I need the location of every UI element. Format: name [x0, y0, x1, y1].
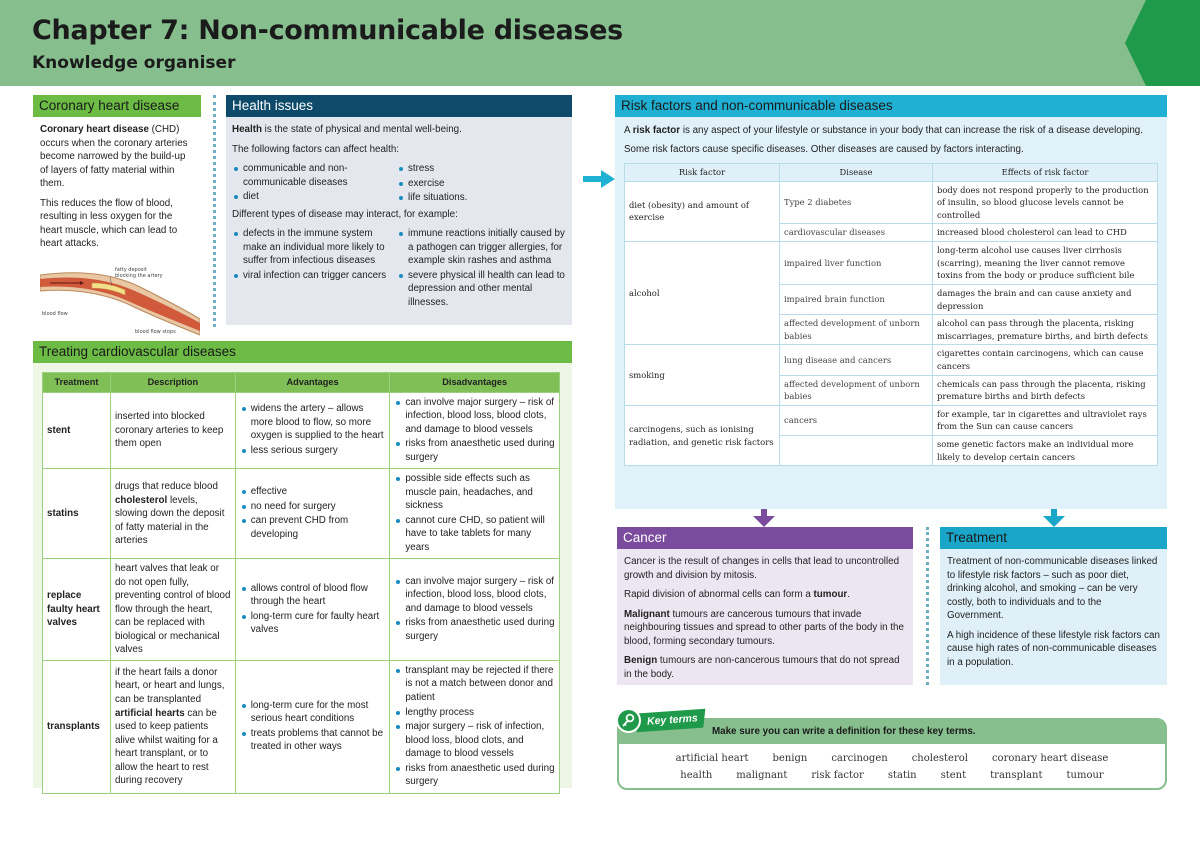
table-row: [625, 405, 1158, 435]
artery-diagram: [40, 257, 200, 337]
health-heading: Health issues: [226, 95, 572, 117]
table-header: Risk factor: [625, 164, 780, 182]
diagram-label-flow: blood flow: [42, 310, 68, 317]
health-definition: is the state of physical and mental well-being.: [261, 124, 462, 135]
key-terms-instruction: Make sure you can write a definition for these key terms.: [619, 720, 1165, 744]
disadvantage-item: risks from anaesthetic used during surgery: [394, 616, 555, 643]
risk-effect: damages the brain and can cause anxiety and depression: [933, 284, 1158, 314]
interaction-item: viral infection can trigger cancers: [232, 269, 391, 283]
chd-heading: Coronary heart disease: [33, 95, 201, 117]
divider-dotted-2: [926, 527, 929, 685]
disadvantage-item: can involve major surgery – risk of infection, blood loss, blood clots, and damage to blood vessels: [394, 396, 555, 437]
disadvantage-item: transplant may be rejected if there is not a match between donor and patient: [394, 664, 555, 705]
description-part: if the heart fails a donor heart, or heart and lungs, can be transplanted: [114, 666, 225, 705]
risk-term: risk factor: [632, 125, 681, 136]
advantages-list: [240, 402, 386, 457]
health-factor-item: exercise: [397, 177, 566, 191]
risk-intro: Some risk factors cause specific diseases. Other diseases are caused by factors interacting.: [624, 143, 1024, 155]
table-row: [43, 392, 560, 469]
arrow-down-icon-2: [1043, 509, 1065, 527]
risk-effect: body does not respond properly to the production of insulin, so blood glucose levels cannot be controlled: [933, 181, 1158, 224]
advantage-item: effective: [240, 485, 386, 499]
table-row: [625, 242, 1158, 285]
health-factors-left: [232, 162, 397, 206]
page-subtitle: Knowledge organiser: [32, 53, 236, 73]
key-term: risk factor: [811, 769, 864, 781]
health-interact-intro: Different types of disease may interact, for example:: [232, 208, 458, 220]
chd-definition: (CHD) occurs when the coronary arteries become narrowed by the build-up of layers of fatty material within them.: [40, 124, 188, 190]
description-bold: artificial hearts: [114, 707, 185, 719]
advantages-cell: [235, 559, 390, 661]
diagram-label-stops: blood flow stops: [135, 328, 176, 335]
advantage-item: long-term cure for faulty heart valves: [240, 610, 386, 637]
table-header: Disadvantages: [390, 373, 560, 393]
key-term: malignant: [736, 769, 788, 781]
disadvantage-item: major surgery – risk of infection, blood loss, blood clots, and damage to blood vessels: [394, 720, 555, 761]
health-interact-right: [397, 227, 566, 310]
disadvantages-list: [394, 575, 555, 644]
table-header: Description: [110, 373, 235, 393]
disadvantages-list: [394, 396, 555, 465]
risk-factor-table: [624, 163, 1158, 466]
table-row: [43, 469, 560, 559]
svg-text:blocking the artery: blocking the artery: [115, 272, 163, 279]
risk-effect: increased blood cholesterol can lead to CHD: [933, 224, 1158, 242]
disease: [780, 436, 933, 466]
treatment-name: transplants: [43, 660, 111, 793]
description-part: levels, slowing down the deposit of fatty material in the arteries: [114, 494, 225, 547]
risk-effect: cigarettes contain carcinogens, which can cause cancers: [933, 345, 1158, 375]
description-part: [115, 707, 231, 788]
arrow-right-icon: [583, 170, 615, 188]
table-row: [43, 559, 560, 661]
risk-factor: smoking: [625, 345, 780, 405]
advantage-item: widens the artery – allows more blood to flow, so more oxygen is supplied to the heart: [240, 402, 386, 443]
advantage-item: long-term cure for the most serious heart conditions: [240, 699, 386, 726]
key-icon: [621, 713, 636, 728]
page-header: [0, 0, 1200, 86]
benign-term: Benign: [624, 655, 658, 667]
disease: affected development of unborn babies: [780, 375, 933, 405]
description-part: can be used to keep patients alive whilst waiting for a heart transplant, or to allow the heart to rest during recovery: [114, 707, 218, 787]
disadvantages-cell: [390, 559, 560, 661]
advantages-list: [240, 699, 386, 754]
treatment-name: replace faulty heart valves: [43, 559, 111, 661]
key-term: carcinogen: [831, 753, 888, 764]
treatment-p1: Treatment of non-communicable diseases linked to lifestyle risk factors – such as poor diet, drinking alcohol, and smoking – can be very costly, both to individuals and to the Government.: [947, 556, 1158, 622]
health-factors-right: [397, 162, 566, 206]
risk-effect: some genetic factors make an individual more likely to develop certain cancers: [933, 436, 1158, 466]
header-arrow-icon: [1125, 0, 1200, 86]
disease: cancers: [780, 405, 933, 435]
key-term: artificial heart: [675, 753, 749, 764]
chd-term: Coronary heart disease: [40, 124, 149, 135]
table-header: Treatment: [43, 373, 111, 393]
disadvantage-item: risks from anaesthetic used during surgery: [394, 762, 555, 789]
treatment-description: [110, 660, 235, 793]
table-row: [625, 181, 1158, 224]
health-factor-item: diet: [232, 190, 397, 204]
key-terms-badge: Key terms: [616, 708, 706, 734]
description-part: drugs that reduce blood: [114, 481, 218, 493]
risk-effect: alcohol can pass through the placenta, risking miscarriages, premature births, and birth defects: [933, 315, 1158, 345]
key-term: cholesterol: [911, 753, 968, 764]
advantages-list: [240, 485, 386, 541]
treatment-heading: Treatment: [940, 527, 1167, 549]
risk-effect: for example, tar in cigarettes and ultraviolet rays from the Sun can cause cancers: [933, 405, 1158, 435]
table-row: [625, 345, 1158, 375]
disadvantage-item: cannot cure CHD, so patient will have to take tablets for many years: [394, 514, 555, 555]
disease: impaired liver function: [780, 242, 933, 285]
diagram-label-fatty: fatty deposit: [115, 266, 147, 273]
disadvantage-item: possible side effects such as muscle pain, headaches, and sickness: [394, 472, 555, 513]
malignant-term: Malignant: [624, 608, 670, 620]
disease: impaired brain function: [780, 284, 933, 314]
health-term: Health: [232, 124, 262, 135]
advantage-item: can prevent CHD from developing: [240, 514, 386, 541]
key-terms-row-1: [619, 752, 1165, 766]
health-factors-intro: The following factors can affect health:: [232, 143, 400, 155]
key-term: stent: [940, 769, 967, 781]
cancer-section: Cancer Cancer is the result of changes in cells that lead to uncontrolled growth and division by mitosis. Rapid division of abnormal cells can form a tumour. Malignant tumours are cancerous tumours that invade neighbouring tissues and spread to other parts of the body in the blood, forming secondary tumours. Benign tumours are non-cancerous tumours that do not spread in the body.: [617, 527, 913, 685]
health-factor-item: life situations.: [397, 191, 566, 205]
key-term: transplant: [990, 769, 1043, 781]
risk-heading: Risk factors and non-communicable diseases: [615, 95, 1167, 117]
arrow-down-icon: [753, 509, 775, 527]
treatment-description: inserted into blocked coronary arteries to keep them open: [110, 392, 235, 469]
interaction-item: immune reactions initially caused by a pathogen can trigger allergies, for example skin rashes and asthma: [397, 227, 566, 268]
health-factor-item: stress: [397, 162, 566, 176]
cancer-definition: Cancer is the result of changes in cells that lead to uncontrolled growth and division by mitosis.: [624, 556, 900, 581]
disease: Type 2 diabetes: [780, 181, 933, 224]
health-factor-item: communicable and non-communicable diseases: [232, 162, 397, 189]
treatment-p2: A high incidence of these lifestyle risk factors can cause high rates of non-communicable diseases in a population.: [947, 629, 1160, 668]
key-term: health: [680, 769, 713, 781]
chd-section: [33, 95, 201, 341]
page-title: Chapter 7: Non-communicable diseases: [32, 15, 623, 46]
interaction-item: defects in the immune system make an individual more likely to suffer from infectious diseases: [232, 227, 391, 268]
table-header: Disease: [780, 164, 933, 182]
cancer-heading: Cancer: [617, 527, 913, 549]
disadvantage-item: can involve major surgery – risk of infection, blood loss, blood clots, and damage to blood vessels: [394, 575, 555, 616]
key-term: statin: [887, 769, 917, 781]
disadvantage-item: risks from anaesthetic used during surgery: [394, 437, 555, 464]
advantages-cell: [235, 392, 390, 469]
advantages-list: [240, 582, 386, 637]
key-term: benign: [772, 753, 808, 764]
table-header: Advantages: [235, 373, 390, 393]
treatment-name: stent: [43, 392, 111, 469]
disadvantages-list: [394, 664, 555, 789]
risk-effect: chemicals can pass through the placenta, risking premature births and birth defects: [933, 375, 1158, 405]
advantage-item: allows control of blood flow through the heart: [240, 582, 386, 609]
risk-effect: long-term alcohol use causes liver cirrhosis (scarring), meaning the liver cannot remove toxins from the body or produce sufficient bile: [933, 242, 1158, 285]
chd-effect: This reduces the flow of blood, resulting in less oxygen for the heart muscle, which can lead to heart attacks.: [40, 197, 178, 250]
advantages-cell: [235, 660, 390, 793]
risk-factor: diet (obesity) and amount of exercise: [625, 181, 780, 241]
disease: cardiovascular diseases: [780, 224, 933, 242]
treatment-description: heart valves that leak or do not open fully, preventing control of blood flow through the heart, can be replaced with biological or mechanical valves: [110, 559, 235, 661]
disease: affected development of unborn babies: [780, 315, 933, 345]
disadvantages-cell: [390, 660, 560, 793]
treating-section: [33, 341, 572, 788]
advantage-item: no need for surgery: [240, 500, 386, 514]
advantage-item: treats problems that cannot be treated in other ways: [240, 727, 386, 754]
divider-dotted: [213, 95, 216, 327]
risk-factor: carcinogens, such as ionising radiation, and genetic risk factors: [625, 405, 780, 465]
advantages-cell: [235, 469, 390, 559]
health-interact-left: [232, 227, 397, 310]
advantage-item: less serious surgery: [240, 444, 386, 458]
risk-section: Risk factors and non-communicable diseases A risk factor is any aspect of your lifestyle or substance in your body that can increase the risk of a disease developing. Some risk factors cause specific diseases. Other diseases are caused by factors interacting. Risk factor Disease Effects of risk factor diet (obesity) and amount of exercise Type 2 diabetes body does not respond properly to the production of insulin, so blood glucose levels cannot be controlled cardiovascular diseases increased blood cholesterol can lead to CHD alcohol impaired liver function long-term alcohol use causes liver cirrhosis (scarring), meaning the liver cannot remove toxins from the body or produce sufficient bile impaired brain function damages the brain and can cause anxiety and depression affected development of unborn babies alcohol can pass through the placenta, risking miscarriages, premature births, and birth defects smoking lung disease and cancers cigarettes contain carcinogens, which can cause cancers affected development of unborn babies chemicals can pass through the placenta, risking premature births and birth defects carcinogens, such as ionising radiation, and genetic risk factors cancers for example, tar in cigarettes and ultraviolet rays from the Sun can cause cancers some genetic factors make an individual more likely to develop certain cancers: [615, 95, 1167, 509]
treating-heading: Treating cardiovascular diseases: [33, 341, 572, 363]
key-terms-row-2: [619, 769, 1165, 783]
table-header: Effects of risk factor: [933, 164, 1158, 182]
key-term: coronary heart disease: [991, 753, 1109, 764]
key-term: tumour: [1066, 769, 1104, 781]
interaction-item: severe physical ill health can lead to depression and other mental illnesses.: [397, 269, 566, 310]
disadvantage-item: lengthy process: [394, 706, 555, 720]
description-bold: cholesterol: [114, 494, 168, 506]
disadvantages-cell: [390, 469, 560, 559]
treatment-section: [940, 527, 1167, 685]
treatment-name: statins: [43, 469, 111, 559]
health-section: [226, 95, 572, 325]
risk-factor: alcohol: [625, 242, 780, 345]
tumour-term: tumour: [813, 589, 848, 601]
disadvantages-cell: [390, 392, 560, 469]
disease: lung disease and cancers: [780, 345, 933, 375]
treatment-description: [110, 469, 235, 559]
table-row: [43, 660, 560, 793]
treatment-table: [42, 372, 560, 794]
disadvantages-list: [394, 472, 555, 554]
